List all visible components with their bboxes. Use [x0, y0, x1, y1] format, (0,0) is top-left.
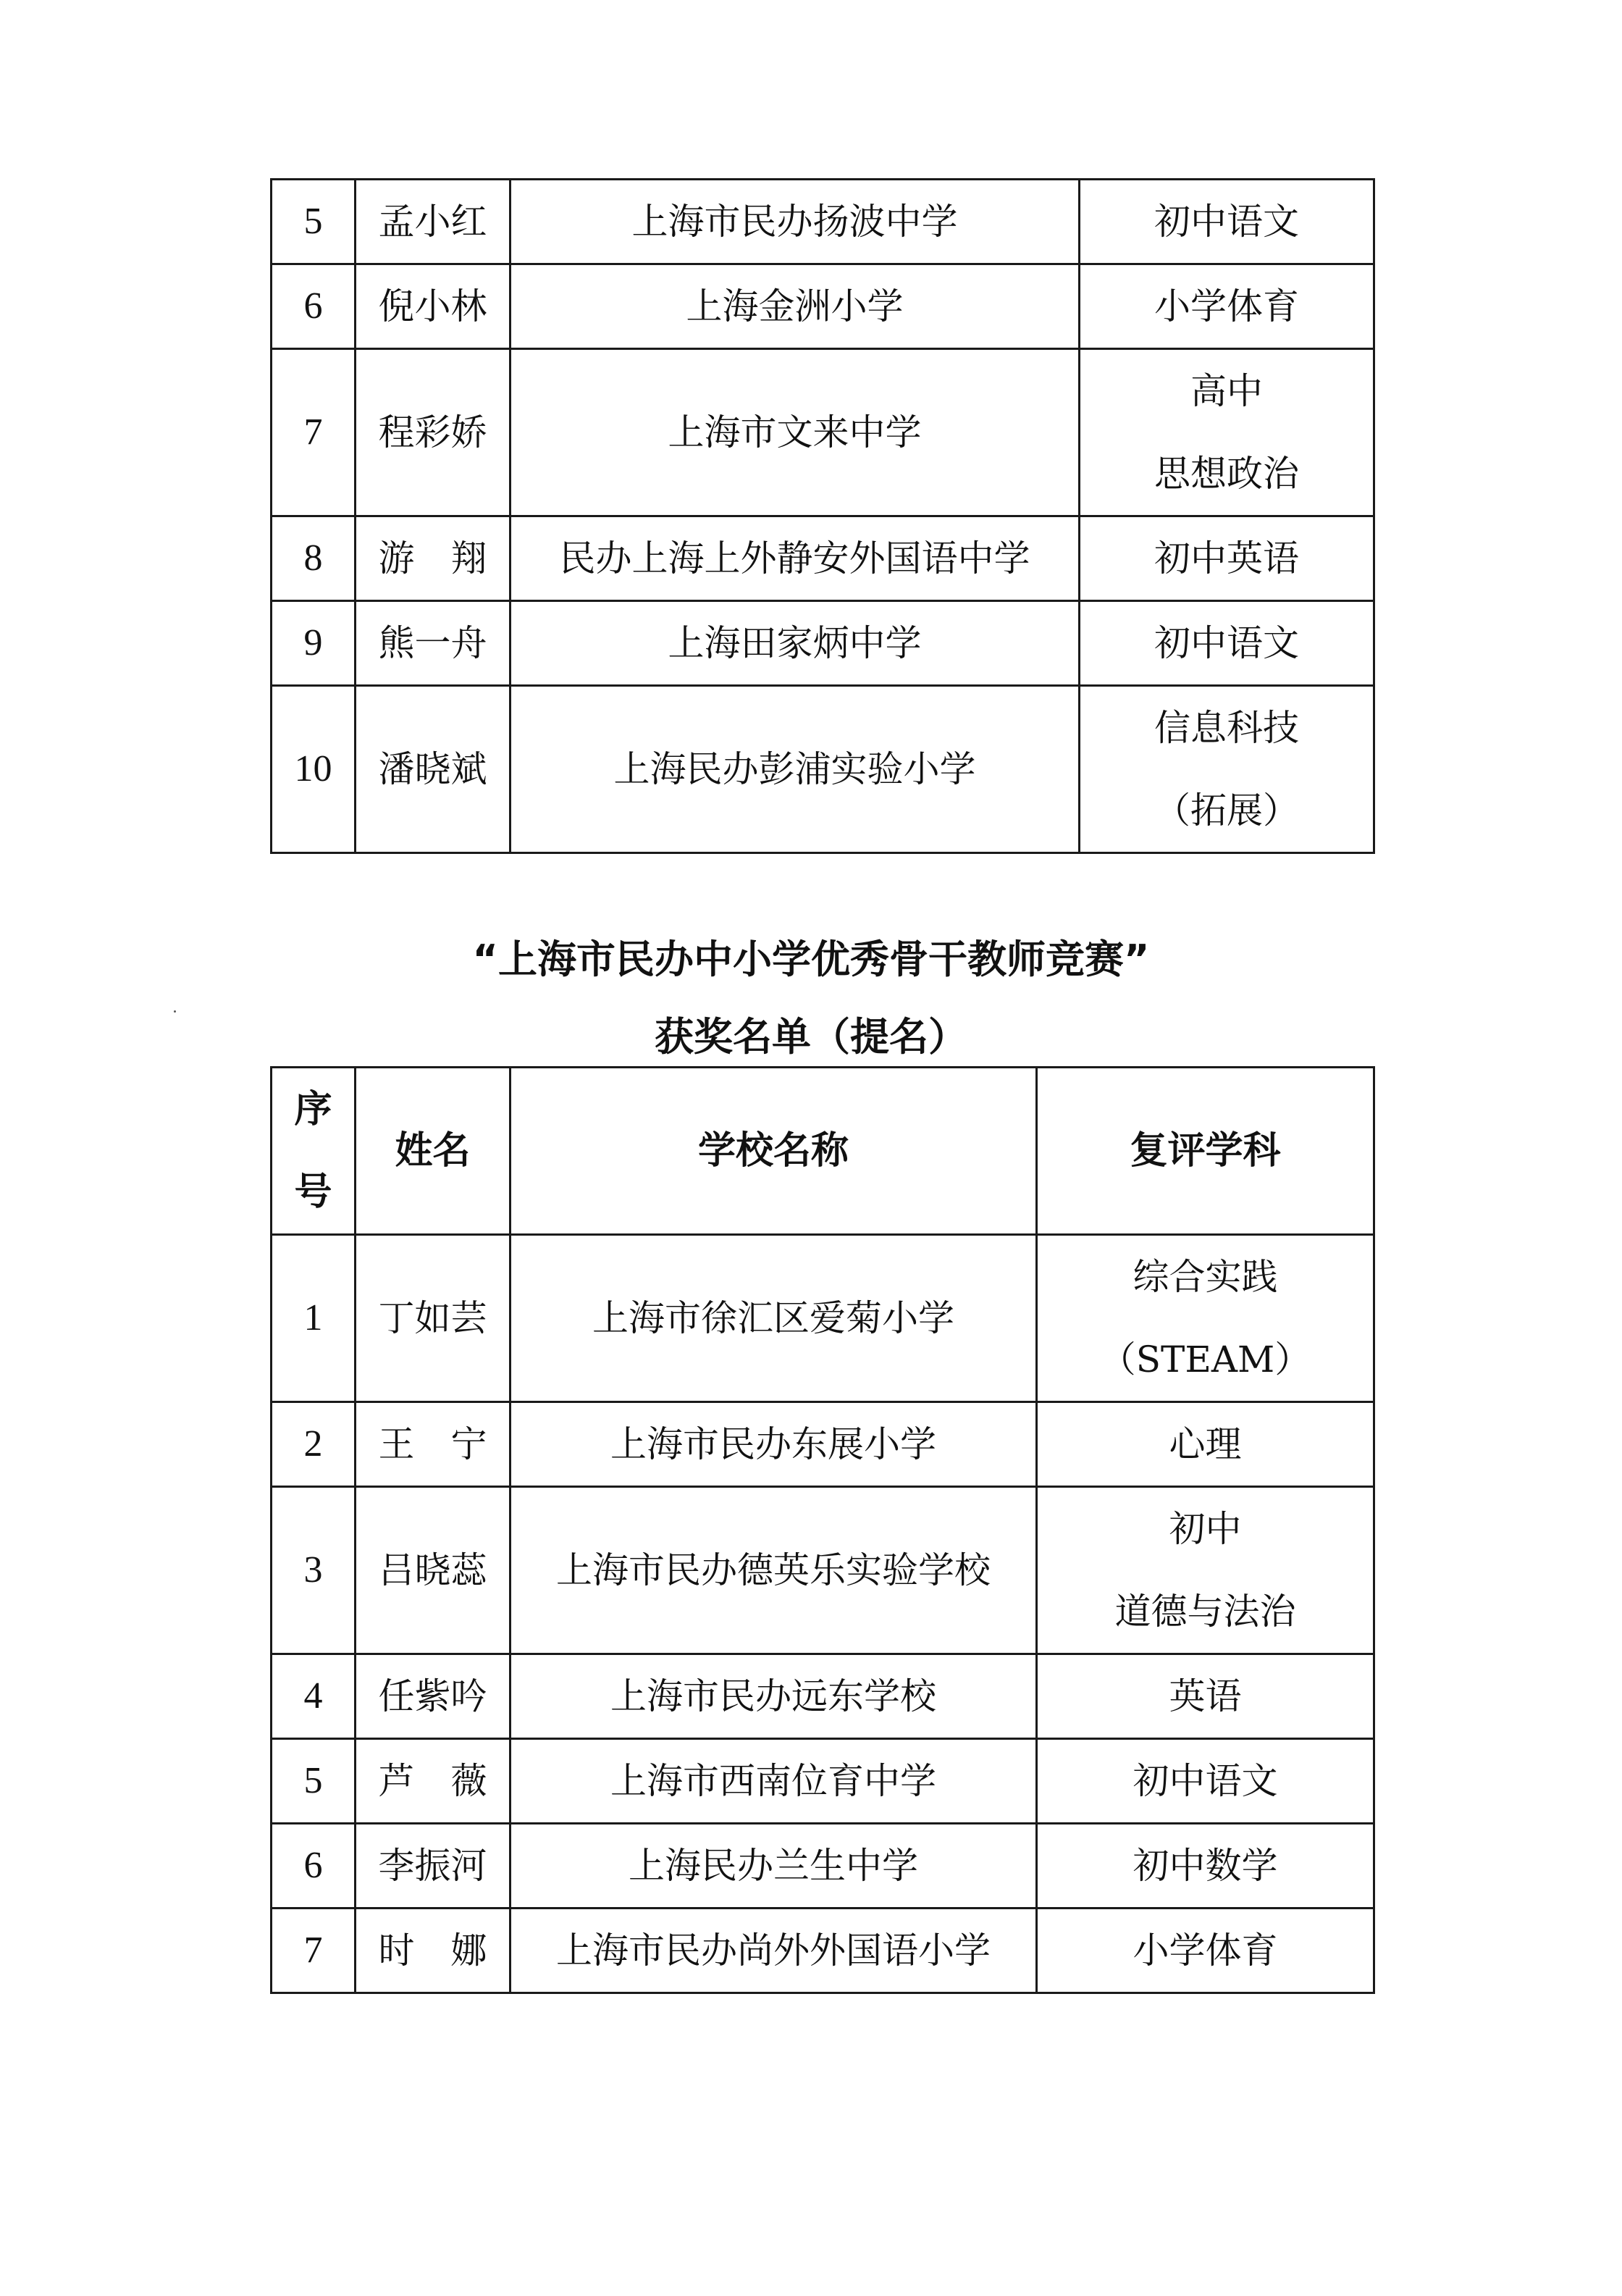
table-row	[272, 1235, 1374, 1402]
subject-cell	[1037, 1235, 1374, 1402]
subject-line: 初中语文	[1133, 1760, 1278, 1802]
seq-cell: 4	[272, 1654, 356, 1739]
seq-cell: 7	[272, 1909, 356, 1993]
seq-cell: 1	[272, 1235, 356, 1402]
name-cell: 时 娜	[356, 1909, 510, 1993]
table-row	[272, 1402, 1374, 1487]
table-row	[272, 1654, 1374, 1739]
school-cell: 上海田家炳中学	[510, 601, 1080, 686]
school-cell: 上海市民办扬波中学	[510, 180, 1080, 264]
school-cell: 上海市民办德英乐实验学校	[510, 1487, 1037, 1654]
header-school: 学校名称	[510, 1068, 1037, 1235]
name-cell: 王 宁	[356, 1402, 510, 1487]
section-subtitle: 获奖名单（提名）	[655, 1014, 967, 1060]
table-row	[272, 1739, 1374, 1824]
header-seq-line: 序	[294, 1088, 332, 1131]
table-header-row	[272, 1068, 1374, 1235]
seq-cell: 9	[272, 601, 356, 686]
name-cell: 丁如芸	[356, 1235, 510, 1402]
school-cell: 上海市民办远东学校	[510, 1654, 1037, 1739]
table-row	[272, 1487, 1374, 1654]
section-title: “上海市民办中小学优秀骨干教师竞赛”	[472, 937, 1150, 982]
subject-line: 道德与法治	[1114, 1591, 1296, 1633]
subject-cell	[1037, 1739, 1374, 1824]
seq-cell: 7	[272, 349, 356, 516]
name-cell: 熊一舟	[356, 601, 510, 686]
seq-cell: 2	[272, 1402, 356, 1487]
subject-line: （拓展）	[1154, 789, 1299, 831]
table-row	[272, 349, 1374, 516]
school-cell: 上海民办彭浦实验小学	[510, 686, 1080, 853]
subject-line: 小学体育	[1133, 1930, 1278, 1972]
subject-cell	[1080, 516, 1374, 601]
seq-cell: 8	[272, 516, 356, 601]
subject-line: 初中数学	[1133, 1845, 1278, 1887]
subject-cell	[1037, 1654, 1374, 1739]
seq-cell: 6	[272, 1824, 356, 1909]
subject-line: 初中语文	[1154, 201, 1299, 243]
table-row	[272, 1824, 1374, 1909]
name-cell: 李振河	[356, 1824, 510, 1909]
subject-line: 思想政治	[1154, 453, 1299, 495]
subject-line: 初中	[1169, 1508, 1242, 1550]
seq-cell: 10	[272, 686, 356, 853]
header-seq	[272, 1068, 356, 1235]
seq-cell: 6	[272, 264, 356, 349]
table-row	[272, 1909, 1374, 1993]
name-cell: 孟小红	[356, 180, 510, 264]
subject-line: 初中语文	[1154, 622, 1299, 664]
subject-cell	[1037, 1909, 1374, 1993]
school-cell: 民办上海上外静安外国语中学	[510, 516, 1080, 601]
table-row	[272, 264, 1374, 349]
table-row	[272, 180, 1374, 264]
name-cell: 任紫吟	[356, 1654, 510, 1739]
subject-cell	[1037, 1824, 1374, 1909]
school-cell: 上海市西南位育中学	[510, 1739, 1037, 1824]
nomination-table	[270, 1066, 1375, 1994]
subject-line: 心理	[1169, 1423, 1242, 1465]
school-cell: 上海市文来中学	[510, 349, 1080, 516]
subject-line: （STEAM）	[1099, 1338, 1311, 1380]
subject-cell	[1080, 264, 1374, 349]
name-cell: 潘晓斌	[356, 686, 510, 853]
school-cell: 上海市徐汇区爱菊小学	[510, 1235, 1037, 1402]
school-cell: 上海民办兰生中学	[510, 1824, 1037, 1909]
subject-cell	[1080, 349, 1374, 516]
subject-line: 信息科技	[1154, 707, 1299, 749]
nomination-table-body	[272, 1235, 1374, 1993]
subject-cell	[1037, 1487, 1374, 1654]
subject-line: 英语	[1169, 1675, 1242, 1717]
header-subject: 复评学科	[1037, 1068, 1374, 1235]
subject-cell	[1080, 686, 1374, 853]
subject-cell	[1080, 601, 1374, 686]
subject-line: 初中英语	[1154, 537, 1299, 579]
name-cell: 芦 薇	[356, 1739, 510, 1824]
award-table-continued	[270, 178, 1375, 854]
subject-line: 小学体育	[1154, 285, 1299, 327]
seq-cell: 5	[272, 1739, 356, 1824]
name-cell: 游 翔	[356, 516, 510, 601]
name-cell: 吕晓蕊	[356, 1487, 510, 1654]
award-table-continued-body	[272, 180, 1374, 853]
subject-line: 综合实践	[1133, 1256, 1278, 1298]
table-row	[272, 516, 1374, 601]
seq-cell: 5	[272, 180, 356, 264]
name-cell: 程彩娇	[356, 349, 510, 516]
table-row	[272, 601, 1374, 686]
seq-cell: 3	[272, 1487, 356, 1654]
subject-line: 高中	[1190, 370, 1263, 412]
name-cell: 倪小林	[356, 264, 510, 349]
school-cell: 上海市民办尚外外国语小学	[510, 1909, 1037, 1993]
header-name: 姓名	[356, 1068, 510, 1235]
table-row	[272, 686, 1374, 853]
school-cell: 上海市民办东展小学	[510, 1402, 1037, 1487]
subject-cell	[1037, 1402, 1374, 1487]
header-seq-line: 号	[294, 1170, 332, 1214]
subject-cell	[1080, 180, 1374, 264]
school-cell: 上海金洲小学	[510, 264, 1080, 349]
